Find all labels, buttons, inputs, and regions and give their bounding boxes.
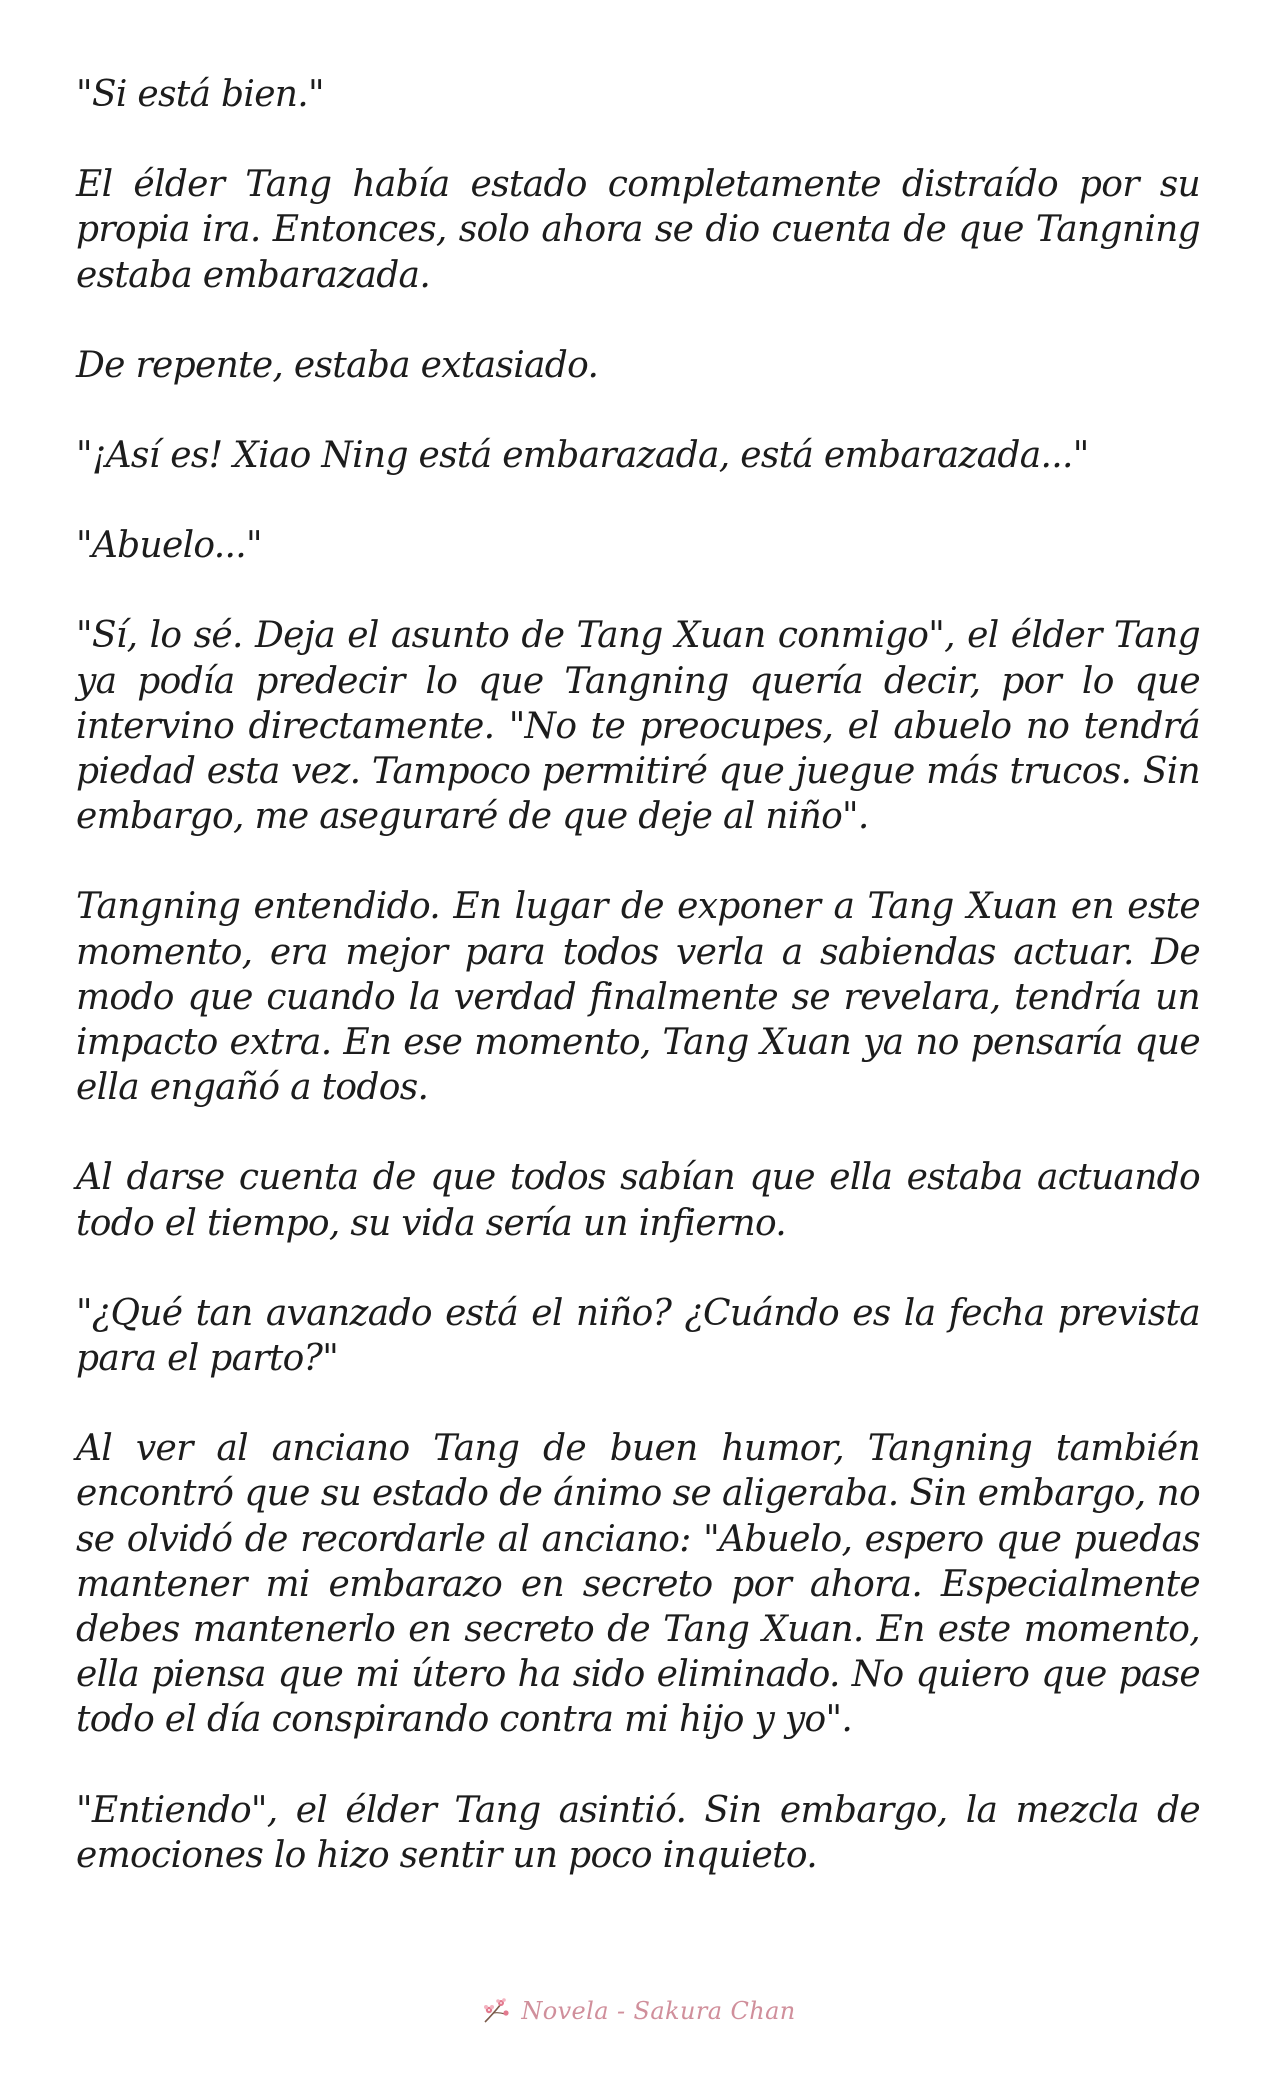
paragraph-5: "Abuelo..." — [76, 525, 262, 567]
paragraph-9: "¿Qué tan avanzado está el niño? ¿Cuándo es la fecha prevista para el parto?" — [76, 1292, 1200, 1380]
paragraph-1: "Si está bien." — [76, 74, 324, 115]
paragraph-8: Al darse cuenta de que todos sabían que ella estaba actuando todo el tiempo, su vida sería un infierno. — [76, 1157, 1200, 1244]
paragraph-10: Al ver al anciano Tang de buen humor, Tangning también encontró que su estado de ánimo se aligeraba. Sin embargo, no se olvidó de recordarle al anciano: "Abuelo, espero que puedas mantener mi embarazo en secreto por ahora. Especialmente debes mantenerlo en secreto de Tang Xuan. En este momento, ella piensa que mi útero ha sido eliminado. No quiero que pase todo el día conspirando contra mi hijo y yo". — [76, 1428, 1200, 1741]
paragraph-2: El élder Tang había estado completamente distraído por su propia ira. Entonces, solo ahora se dio cuenta de que Tangning estaba embarazada. — [76, 164, 1200, 296]
paragraph-3: De repente, estaba extasiado. — [76, 344, 599, 386]
sakura-flower-icon — [479, 1996, 513, 2026]
watermark-footer — [0, 1996, 1275, 2026]
document-body — [76, 72, 1200, 1923]
paragraph-4: "¡Así es! Xiao Ning está embarazada, está embarazada..." — [76, 435, 1089, 477]
watermark-text: Novela - Sakura Chan — [521, 1997, 796, 2025]
paragraph-6: "Sí, lo sé. Deja el asunto de Tang Xuan conmigo", el élder Tang ya podía predecir lo que Tangning quería decir, por lo que intervino directamente. "No te preocupes, el abuelo no tendrá piedad esta vez. Tampoco permitiré que juegue más trucos. Sin embargo, me aseguraré de que deje al niño". — [76, 615, 1200, 838]
paragraph-7: Tangning entendido. En lugar de exponer a Tang Xuan en este momento, era mejor para todos verla a sabiendas actuar. De modo que cuando la verdad finalmente se revelara, tendría un impacto extra. En ese momento, Tang Xuan ya no pensaría que ella engañó a todos. — [76, 886, 1200, 1109]
paragraph-11: "Entiendo", el élder Tang asintió. Sin embargo, la mezcla de emociones lo hizo sentir un poco inquieto. — [76, 1789, 1200, 1876]
